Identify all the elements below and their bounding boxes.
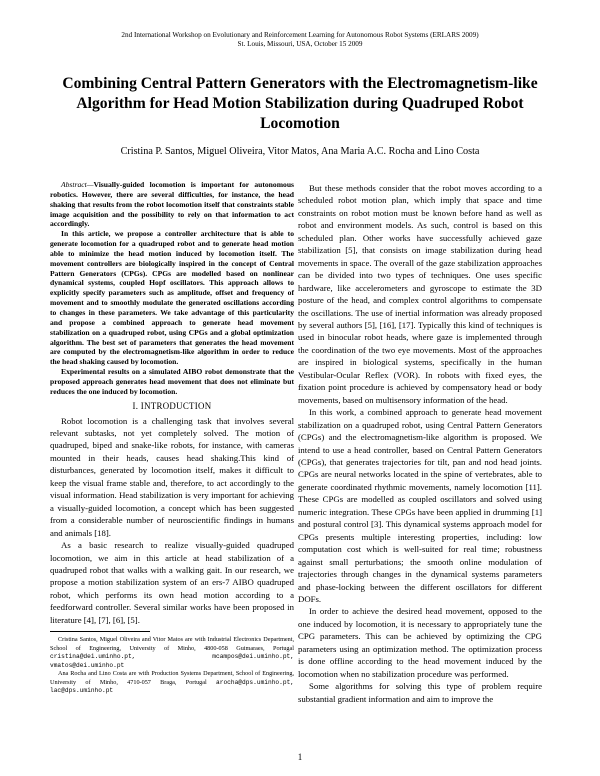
header-line-2: St. Louis, Missouri, USA, October 15 2009 [237, 40, 363, 48]
abstract-paragraph-3: Experimental results on a simulated AIBO robot demonstrate that the proposed approach generates head movement that does not eliminate but reduces the one induced by locomotion. [50, 367, 294, 396]
right-paragraph-3: In order to achieve the desired head movement, opposed to the one induced by locomotion, it is necessary to appropriately tune the CPG parameters. This can be achieved by optimizing the CPG parameters using an optimization method. The optimization process is done offline according to the head movement induced by the locomotion when no stabilization procedure was performed. [298, 606, 542, 679]
page-number: 1 [297, 752, 303, 762]
footnote-1 [50, 636, 294, 670]
footnote-1-email-1[interactable]: cristina@dei.uminho.pt, [50, 653, 136, 661]
abstract-lead: Abstract— [61, 180, 94, 189]
conference-header [0, 31, 600, 49]
intro-paragraph-1: Robot locomotion is a challenging task that involves several relevant subtasks, not yet completely solved. The motion of quadruped, biped and snake-like robots, for instance, with cameras mounted in their heads, causes head shaking.This kind of disturbances, generated by locomotion itself, makes it difficult to keep the visual frame stable and, therefore, to act accordingly to the visual information. Head stabilization is very important for achieving a visually-guided locomotion, a concept which has been suggested from a considerable number of neuroscientific findings in humans and animals [18]. [50, 415, 294, 538]
header-line-1: 2nd International Workshop on Evolutionary and Reinforcement Learning for Autonomous Robot Systems (ERLARS 2009) [121, 31, 479, 39]
right-paragraph-4: Some algorithms for solving this type of problem require substantial gradient information and aim to improve the [298, 681, 542, 704]
right-paragraph-2: In this work, a combined approach to generate head movement stabilization on a quadruped robot, using Central Pattern Generators (CPGs) and the electromagnetism-like algorithm is proposed. We intend to use a head controller, based on Central Pattern Generators (CPGs), that generates trajectories for tilt, pan and nod head joints. CPGs are neural networks located in the spine of vertebrates, able to generate coordinated rhythmic movements, namely locomotion [11]. These CPGs are modelled as coupled oscillators and solved using numeric integration. These CPGs have been applied in drumming [1] and postural control [3]. This dynamical systems approach model for CPGs presents multiple interesting properties, including: low computation cost which is well-suited for real time; robustness against small perturbations; the smooth online modulation of trajectories through changes in the dynamical systems parameters and phase-locking between the different oscillators for different DOFs. [298, 407, 542, 604]
abstract-paragraph-2: In this article, we propose a controller architecture that is able to generate locomotion for a quadruped robot and to generate head motion able to minimize the head motion induced by locomotion itself. The movement controllers are biologically inspired in the concept of Central Pattern Generators (CPGs). CPGs are modelled based on nonlinear dynamical systems, coupled Hopf oscillators. This approach allows to explicitly specify parameters such as amplitude, offset and frequency of movement and to smoothly modulate the generated oscillations according to changes in these parameters. We take advantage of this particularity and propose a combined approach to generate head movement stabilization on a quadruped robot, using CPGs and a global optimization algorithm. The best set of parameters that generates the head movement are computed by the electromagnetism-like algorithm in order to reduce the head shaking caused by locomotion. [50, 229, 294, 367]
footnote-rule [50, 631, 150, 632]
footnote-2-text: Ana Rocha and Lino Costa are with Production Systems Department, School of Engineering, University of Minho, 4710-057 Braga, Portugal [50, 670, 294, 686]
paper-authors: Cristina P. Santos, Miguel Oliveira, Vitor Matos, Ana Maria A.C. Rocha and Lino Costa [120, 146, 480, 157]
left-column [50, 180, 294, 696]
right-column [298, 182, 542, 705]
abstract-paragraph-1 [50, 180, 294, 229]
footnote-2 [50, 670, 294, 696]
right-paragraph-1: But these methods consider that the robot moves according to a scheduled robot motion plan, which imply that space and time constraints on robot motion must be known before hand as well as robot and environment models. As such, control is based on this scheduled plan. Other works have successfully achieved gaze stabilization [5], that consists on image stabilization during head movements in space. The overall of the gaze stabilization approaches can be divided into two types of techniques. One uses specific hardware, like accelerometers and gyroscope to estimate the 3D posture of the head, and complex control algorithms to compensate the oscillations. The use of inertial information was already proposed by several authors [5], [16], [17]. Typically this kind of techniques is used in binocular robot heads, where gaze is implemented through the coordination of the two eye movements. Most of the approaches are inspired in biological systems, specifically in the human Vestibular-Ocular Reflex (VOR). In robots with fixed eyes, the fixation point procedure is achieved by compensatory head or body movements, based on multisensory information of the head. [298, 183, 542, 405]
intro-paragraph-2: As a basic research to realize visually-guided quadruped locomotion, we aim in this article at head stabilization of a quadruped robot that walks with a walking gait. In our research, we propose a motion stabilization system of an ers-7 AIBO quadruped robot, which performs its own head motion according to a feedforward controller. Several similar works have been proposed in literature [4], [7], [6], [5]. [50, 540, 294, 625]
footnote-1-email-2[interactable]: mcampos@dei.uminho.pt, vmatos@dei.uminho.pt [50, 653, 294, 669]
section-heading-introduction: I. INTRODUCTION [132, 400, 212, 411]
abstract-text-1: Visually-guided locomotion is important for autonomous robotics. However, there are several difficulties, for instance, the head shaking that results from the robot locomotion itself that constraints stable image acquisition and the possibility to rely on that information to act accordingly. [50, 180, 294, 229]
paper-title: Combining Central Pattern Generators with the Electromagnetism-like Algorithm for Head Motion Stabilization during Quadruped Robot Locomotion [62, 75, 538, 132]
footnote-1-text: Cristina Santos, Miguel Oliveira and Vitor Matos are with Industrial Electronics Department, School of Engineering, University of Minho, 4800-058 Guimaraes, Portugal [50, 636, 294, 652]
footnote-2-email[interactable]: arocha@dps.uminho.pt, lac@dps.uminho.pt [50, 678, 294, 695]
